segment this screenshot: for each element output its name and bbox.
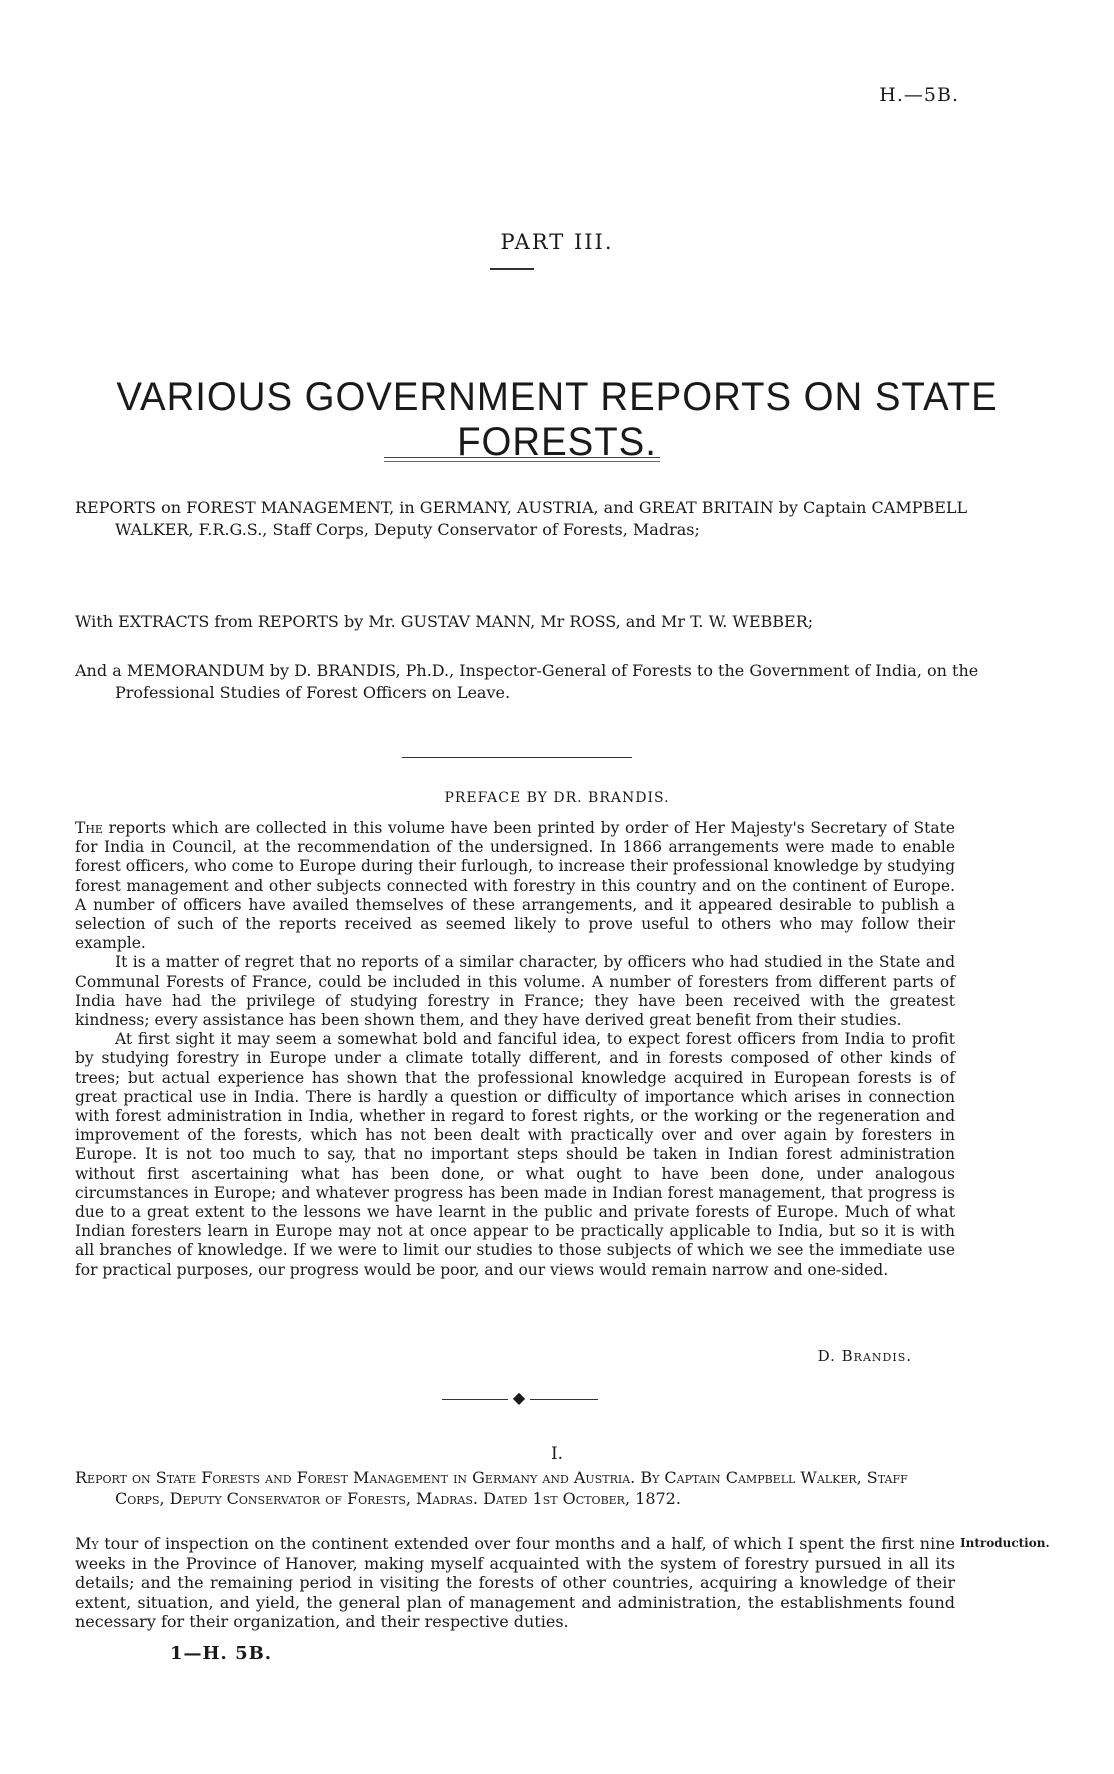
contents-extracts: With EXTRACTS from REPORTS by Mr. GUSTAV MANN, Mr ROSS, and Mr T. W. WEBBER; — [75, 612, 814, 631]
part-heading: PART III. — [500, 230, 614, 254]
title-rule — [384, 457, 660, 458]
introduction-paragraph — [75, 1534, 955, 1632]
introduction-text: tour of inspection on the continent extended over four months and a half, of which I spent the first nine weeks in the Province of Hanover, making myself acquainted with the system of forestry pursued in all its details; and the remaining period in visiting the forests of other countries, acquiring a knowledge of their extent, situation, and yield, the general plan of management and administration, the establishments found necessary for their organization, and their respective duties. — [75, 1534, 955, 1631]
introduction-body — [75, 1534, 955, 1632]
preface-paragraph-3: At first sight it may seem a somewhat bold and fanciful idea, to expect forest officers from India to profit by studying forestry in Europe under a climate totally different, and in forests composed of other kinds of trees; but actual experience has shown that the professional knowledge acquired in European forests is of great practical use in India. There is hardly a question or difficulty of importance which arises in connection with forest administration in India, whether in regard to forest rights, or the working or the regeneration and improvement of the forests, which has not been dealt with practically over and over again by foresters in Europe. It is not too much to say, that no important steps should be taken in Indian forest administration without first ascertaining what has been done, or what ought to have been done, under analogous circumstances in Europe; and whatever progress has been made in Indian forest management, that progress is due to a great extent to the lessons we have learnt in the public and private forests of Europe. Much of what Indian foresters learn in Europe may not at once appear to be practically applicable to India, but so it is with all branches of knowledge. If we were to limit our studies to those subjects of which we see the immediate use for practical purposes, our progress would be poor, and our views would remain narrow and one-sided. — [75, 1030, 955, 1279]
contents-memorandum: And a MEMORANDUM by D. BRANDIS, Ph.D., Inspector-General of Forests to the Government of India, on the Professional Studies of Forest Officers on Leave. — [75, 661, 979, 702]
preface-lead-word: The — [75, 819, 103, 837]
title-rule-secondary — [384, 461, 660, 462]
section-number: I. — [550, 1444, 564, 1464]
preface-signature: D. Brandis. — [817, 1347, 912, 1365]
paper-code: H.—5B. — [879, 84, 959, 106]
section-rule — [402, 757, 632, 758]
contents-reports: REPORTS on FOREST MANAGEMENT, in GERMANY, AUSTRIA, and GREAT BRITAIN by Captain CAMPBELL WALKER, F.R.G.S., Staff Corps, Deputy Conservator of Forests, Madras; — [75, 498, 968, 539]
preface-body — [75, 819, 955, 1280]
report-heading-text: Report on State Forests and Forest Management in Germany and Austria. By Captain Campbell Walker, Staff Corps, Deputy Conservator of Forests, Madras. Dated 1st October, 1872. — [75, 1468, 908, 1508]
marginal-note: Introduction. — [960, 1536, 1050, 1550]
signature-mark: 1—H. 5B. — [170, 1643, 273, 1664]
preface-paragraph-1 — [75, 819, 955, 953]
preface-title: PREFACE BY DR. BRANDIS. — [444, 790, 670, 806]
report-heading — [75, 1467, 955, 1509]
part-rule — [490, 268, 534, 270]
document-title: VARIOUS GOVERNMENT REPORTS ON STATE FORESTS. — [116, 375, 998, 464]
diamond-ornament-icon: ◆ — [508, 1389, 530, 1407]
introduction-lead-word: My — [75, 1534, 99, 1553]
preface-paragraph-1-text: reports which are collected in this volume have been printed by order of Her Majesty's Secretary of State for India in Council, at the recommendation of the undersigned. In 1866 arrangements were made to enable forest officers, who come to Europe during their furlough, to increase their professional knowledge by studying forest management and other subjects connected with forestry in this country and on the continent of Europe. A number of officers have availed themselves of these arrangements, and it appeared desirable to publish a selection of such of the reports received as seemed likely to prove useful to others who may follow their example. — [75, 819, 955, 953]
preface-paragraph-2: It is a matter of regret that no reports of a similar character, by officers who had studied in the State and Communal Forests of France, could be included in this volume. A number of foresters from different parts of India have had the privilege of studying forestry in France; they have been received with the greatest kindness; every assistance has been shown them, and they have derived great benefit from their studies. — [75, 953, 955, 1030]
